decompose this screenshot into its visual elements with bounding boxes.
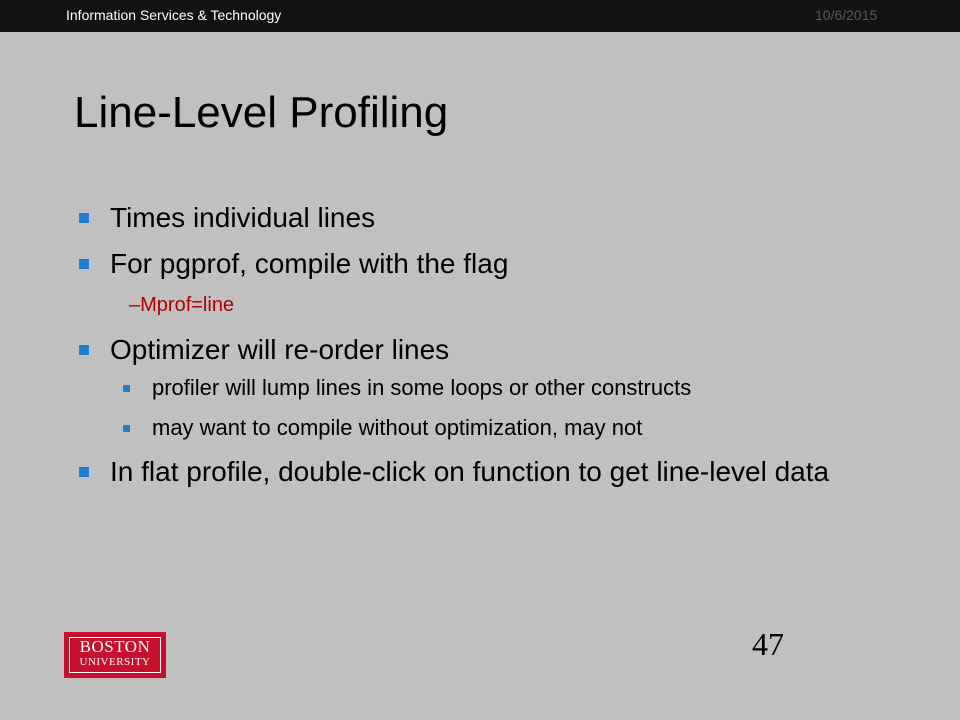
square-bullet-icon (79, 213, 89, 223)
slide-title: Line-Level Profiling (74, 88, 449, 137)
bullet-item (79, 246, 879, 282)
square-bullet-icon (123, 425, 130, 432)
compile-flag-text: –Mprof=line (129, 294, 235, 316)
bullet-item (79, 200, 879, 236)
boston-university-logo (64, 632, 166, 678)
bullet-text: Times individual lines (110, 202, 376, 233)
page-number: 47 (752, 626, 784, 662)
bullet-item (79, 332, 879, 368)
square-bullet-icon (79, 345, 89, 355)
sub-bullet-item (123, 414, 642, 442)
logo-line-2: UNIVERSITY (79, 656, 151, 668)
square-bullet-icon (79, 467, 89, 477)
sub-bullet-text: profiler will lump lines in some loops or other constructs (152, 375, 692, 400)
bullet-text: Optimizer will re-order lines (110, 334, 450, 365)
logo-line-1: BOSTON (79, 637, 151, 656)
square-bullet-icon (123, 385, 130, 392)
square-bullet-icon (79, 259, 89, 269)
slide-date: 10/6/2015 (815, 7, 878, 23)
sub-bullet-item (123, 374, 691, 402)
bullet-text: For pgprof, compile with the flag (110, 248, 509, 279)
bullet-text: In flat profile, double-click on function to get line-level data (110, 456, 830, 487)
bullet-item (79, 454, 879, 490)
organization-name: Information Services & Technology (66, 7, 282, 23)
sub-bullet-text: may want to compile without optimization, may not (152, 415, 643, 440)
